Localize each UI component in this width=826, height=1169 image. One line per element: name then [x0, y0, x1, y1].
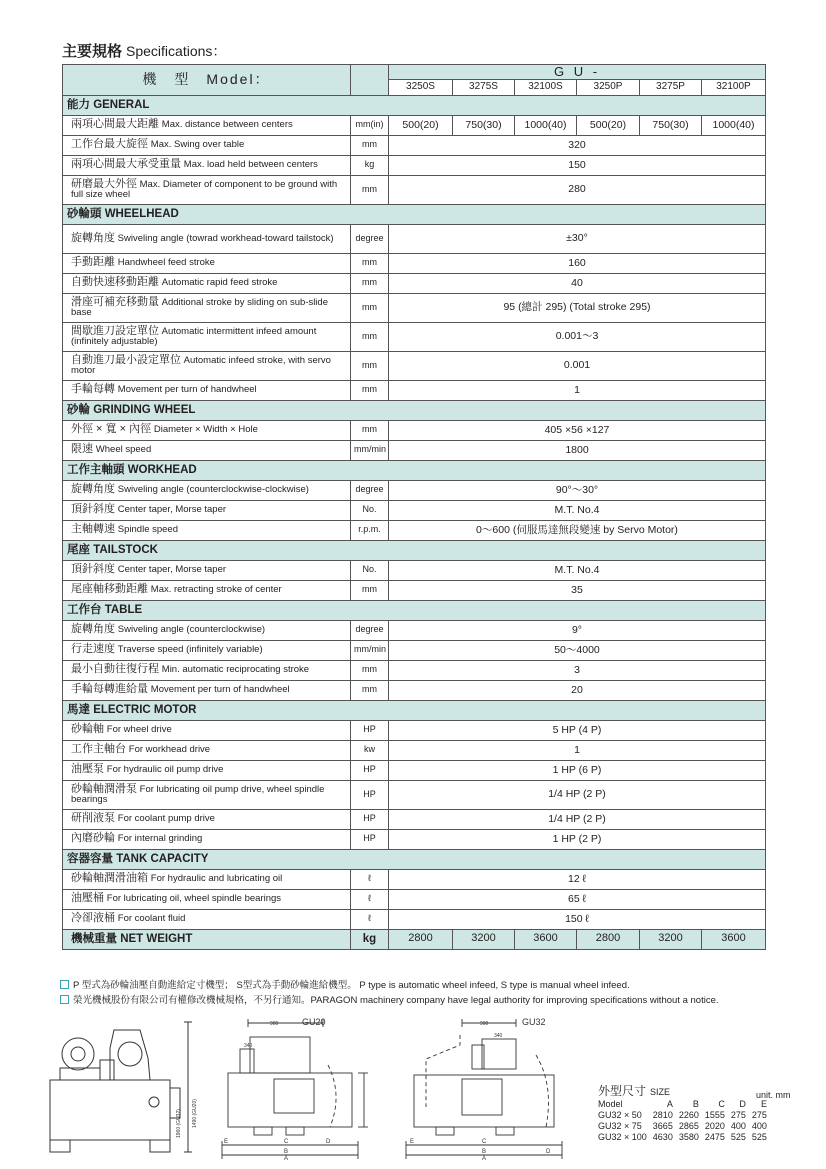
section-header	[63, 400, 766, 420]
spec-value: 65 ℓ	[389, 889, 766, 909]
spec-label	[63, 293, 351, 322]
spec-row	[63, 720, 766, 740]
spec-label-en: Max. distance between centers	[161, 119, 293, 131]
spec-label-zh: 自動快速移動距離	[71, 276, 159, 289]
spec-row	[63, 809, 766, 829]
spec-label	[63, 480, 351, 500]
spec-unit: mm	[351, 175, 389, 204]
spec-unit: No.	[351, 500, 389, 520]
spec-label-zh: 自動進刀最小設定單位	[71, 353, 181, 366]
spec-unit: ℓ	[351, 889, 389, 909]
spec-unit: degree	[351, 224, 389, 253]
spec-unit: r.p.m.	[351, 520, 389, 540]
size-column-header: A	[666, 1099, 673, 1109]
size-unit: unit. mm	[756, 1090, 791, 1100]
model-column-header: 32100S	[515, 79, 577, 95]
net-weight-value: 2800	[577, 929, 640, 949]
spec-label	[63, 115, 351, 135]
spec-unit: ℓ	[351, 909, 389, 929]
spec-label	[63, 829, 351, 849]
gu20-plan-drawing	[218, 1015, 378, 1160]
spec-value: 90°～30°	[389, 480, 766, 500]
spec-value: 405 ×56 ×127	[389, 420, 766, 440]
spec-label-zh: 內磨砂輪	[71, 832, 115, 845]
spec-label-en: For lubricating oil, wheel spindle bearings	[106, 893, 282, 905]
spec-value: 750(30)	[453, 115, 515, 135]
net-weight-unit: kg	[351, 929, 389, 949]
spec-label	[63, 660, 351, 680]
spec-row	[63, 115, 766, 135]
gu32-dim-e: E	[410, 1139, 415, 1145]
gu20-dim-a: A	[284, 1156, 289, 1160]
size-row	[598, 1121, 770, 1132]
size-cell: 2865	[678, 1121, 699, 1131]
spec-label-en: Movement per turn of handwheel	[150, 684, 290, 696]
side-view-drawing	[30, 1018, 200, 1158]
side-dim-label: 1490 (GU20)	[192, 1099, 198, 1128]
size-cell: GU32 × 100	[598, 1132, 647, 1142]
model-column-header: 3275P	[640, 79, 702, 95]
section-header	[63, 600, 766, 620]
spec-row	[63, 253, 766, 273]
spec-value: 150	[389, 155, 766, 175]
spec-label-en: Diameter × Width × Hole	[153, 424, 258, 436]
spec-row	[63, 660, 766, 680]
spec-label	[63, 322, 351, 351]
section-title: 尾座 TAILSTOCK	[63, 540, 766, 560]
gu32-plan-drawing	[396, 1015, 576, 1160]
spec-label-en: Additional stroke by sliding on sub-slide base	[71, 296, 328, 319]
size-cell: 4630	[652, 1132, 673, 1142]
size-cell: GU32 × 50	[598, 1110, 642, 1120]
gu32-dim-900: 900	[480, 1021, 489, 1027]
spec-value: 320	[389, 135, 766, 155]
spec-label-zh: 冷卻液桶	[71, 912, 115, 925]
spec-label	[63, 909, 351, 929]
spec-label-en: Automatic intermittent infeed amount (infinitely adjustable)	[71, 325, 317, 348]
spec-unit: mm	[351, 420, 389, 440]
spec-label	[63, 440, 351, 460]
gu20-dim-b: B	[284, 1149, 289, 1155]
spec-label-zh: 兩項心間最大承受重量	[71, 158, 181, 171]
title-zh: 主要規格	[62, 43, 123, 60]
note-2: 榮光機械股份有限公司有權修改機械規格，不另行通知。PARAGON machinery company have legal authority for improving specifications without a notice.	[60, 993, 719, 1008]
spec-label	[63, 420, 351, 440]
net-weight-label: 機械重量 NET WEIGHT	[63, 929, 351, 949]
title-en: Specifications：	[126, 43, 227, 59]
spec-unit: degree	[351, 620, 389, 640]
gu32-dim-a: A	[482, 1156, 487, 1160]
size-column-header: Model	[598, 1099, 623, 1109]
spec-label	[63, 889, 351, 909]
gu20-dim-d: D	[326, 1139, 331, 1145]
spec-label-en: Min. automatic reciprocating stroke	[161, 664, 310, 676]
spec-value: 500(20)	[389, 115, 453, 135]
spec-label	[63, 155, 351, 175]
spec-unit: HP	[351, 809, 389, 829]
spec-unit: mm	[351, 322, 389, 351]
size-cell: 2020	[704, 1121, 725, 1131]
gu32-dim-d: D	[546, 1149, 551, 1155]
size-title: 外型尺寸 SIZE	[598, 1084, 671, 1098]
size-block	[598, 1082, 770, 1143]
size-cell: 1555	[704, 1110, 725, 1120]
spec-row	[63, 175, 766, 204]
spec-unit: mm/min	[351, 440, 389, 460]
spec-row	[63, 351, 766, 380]
spec-label-zh: 研磨最大外徑	[71, 177, 137, 190]
spec-row	[63, 520, 766, 540]
spec-unit: ℓ	[351, 869, 389, 889]
spec-label-en: Center taper, Morse taper	[117, 564, 227, 576]
spec-label-en: Automatic infeed stroke, with servo motor	[71, 354, 331, 377]
gu20-dim-900: 900	[270, 1021, 279, 1027]
spec-label-zh: 手輪每轉	[71, 383, 115, 396]
net-weight-row	[63, 929, 766, 949]
spec-label	[63, 380, 351, 400]
square-bullet-icon	[60, 995, 69, 1004]
size-cell: 275	[730, 1110, 746, 1120]
spec-row	[63, 580, 766, 600]
gu32-dim-340: 340	[494, 1033, 503, 1039]
spec-label-zh: 間歇進刀設定單位	[71, 324, 159, 337]
spec-unit: mm(in)	[351, 115, 389, 135]
spec-row	[63, 869, 766, 889]
spec-value: 500(20)	[577, 115, 640, 135]
series-header: G U -	[389, 65, 766, 80]
spec-row	[63, 293, 766, 322]
spec-label	[63, 253, 351, 273]
spec-value: 0.001～3	[389, 322, 766, 351]
spec-value: 280	[389, 175, 766, 204]
spec-label-zh: 油壓桶	[71, 892, 104, 905]
spec-label-en: Traverse speed (infinitely variable)	[117, 644, 263, 656]
section-title: 工作台 TABLE	[63, 600, 766, 620]
size-column-header: B	[692, 1099, 699, 1109]
spec-label	[63, 620, 351, 640]
spec-label	[63, 500, 351, 520]
spec-value: 160	[389, 253, 766, 273]
spec-label-zh: 工作台最大旋徑	[71, 138, 148, 151]
size-cell: 275	[751, 1110, 767, 1120]
spec-label	[63, 640, 351, 660]
spec-row	[63, 889, 766, 909]
gu20-dim-340: 340	[244, 1043, 253, 1049]
spec-label	[63, 560, 351, 580]
spec-value: 9°	[389, 620, 766, 640]
section-header	[63, 460, 766, 480]
spec-label	[63, 175, 351, 204]
spec-label-zh: 行走速度	[71, 643, 115, 656]
spec-row	[63, 909, 766, 929]
section-title: 能力 GENERAL	[63, 95, 766, 115]
spec-value: 1 HP (2 P)	[389, 829, 766, 849]
spec-label-en: Spindle speed	[117, 524, 178, 536]
square-bullet-icon	[60, 980, 69, 989]
spec-value: 1800	[389, 440, 766, 460]
spec-label	[63, 273, 351, 293]
net-weight-value: 3200	[640, 929, 702, 949]
spec-row	[63, 440, 766, 460]
spec-value: 35	[389, 580, 766, 600]
spec-value: 1/4 HP (2 P)	[389, 809, 766, 829]
spec-value: M.T. No.4	[389, 500, 766, 520]
spec-label	[63, 720, 351, 740]
spec-row	[63, 224, 766, 253]
spec-label	[63, 580, 351, 600]
spec-label-zh: 頂針斜度	[71, 563, 115, 576]
gu20-label: GU20	[302, 1017, 326, 1027]
spec-value: 1000(40)	[702, 115, 766, 135]
size-cell: 3665	[652, 1121, 673, 1131]
spec-unit: mm	[351, 135, 389, 155]
spec-label	[63, 809, 351, 829]
spec-unit: mm	[351, 680, 389, 700]
spec-label	[63, 740, 351, 760]
spec-unit: degree	[351, 480, 389, 500]
spec-unit: mm	[351, 380, 389, 400]
spec-label	[63, 760, 351, 780]
model-column-header: 3250S	[389, 79, 453, 95]
spec-unit: HP	[351, 720, 389, 740]
unit-header	[351, 65, 389, 96]
spec-unit: mm	[351, 253, 389, 273]
spec-label-en: For hydraulic and lubricating oil	[150, 873, 283, 885]
spec-label-zh: 頂針斜度	[71, 503, 115, 516]
spec-unit: mm	[351, 660, 389, 680]
gu32-dim-b: B	[482, 1149, 487, 1155]
spec-label	[63, 224, 351, 253]
spec-value: 150 ℓ	[389, 909, 766, 929]
spec-label-en: For lubricating oil pump drive, wheel spindle bearings	[71, 783, 325, 806]
size-column-header: E	[760, 1099, 767, 1109]
spec-unit: HP	[351, 829, 389, 849]
spec-label-zh: 砂輪軸潤滑泵	[71, 782, 137, 795]
notes	[60, 978, 719, 1008]
spec-label-zh: 外徑 × 寬 × 內徑	[71, 423, 152, 436]
gu20-dim-c: C	[284, 1139, 289, 1145]
size-table	[598, 1099, 770, 1143]
size-column-header: D	[739, 1099, 746, 1109]
net-weight-value: 3600	[515, 929, 577, 949]
section-header	[63, 700, 766, 720]
spec-row	[63, 780, 766, 809]
model-column-header: 32100P	[702, 79, 766, 95]
size-cell: 2810	[652, 1110, 673, 1120]
spec-unit: mm	[351, 351, 389, 380]
spec-label	[63, 780, 351, 809]
spec-row	[63, 829, 766, 849]
spec-label-en: Automatic rapid feed stroke	[161, 277, 278, 289]
spec-value: 1	[389, 740, 766, 760]
spec-value: 12 ℓ	[389, 869, 766, 889]
section-header	[63, 849, 766, 869]
spec-label-en: For coolant pump drive	[117, 813, 215, 825]
spec-label-zh: 兩項心間最大距離	[71, 118, 159, 131]
spec-label	[63, 680, 351, 700]
spec-row	[63, 740, 766, 760]
spec-label-en: Movement per turn of handwheel	[117, 384, 257, 396]
spec-label-zh: 手輪每轉進給量	[71, 683, 148, 696]
spec-label-en: Wheel speed	[95, 444, 152, 456]
size-cell: 2260	[678, 1110, 699, 1120]
spec-value: 1	[389, 380, 766, 400]
spec-label-zh: 主軸轉速	[71, 523, 115, 536]
page-title	[62, 40, 226, 61]
note-1: P 型式為砂輪油壓自動進給定寸機型； S型式為手動砂輪進給機型。 P type is automatic wheel infeed, S type is manual wheel infeed.	[60, 978, 719, 993]
spec-row	[63, 380, 766, 400]
spec-row	[63, 500, 766, 520]
spec-value: 1 HP (6 P)	[389, 760, 766, 780]
spec-unit: HP	[351, 780, 389, 809]
spec-label-zh: 工作主軸台	[71, 743, 126, 756]
size-row	[598, 1132, 770, 1143]
model-column-header: 3275S	[453, 79, 515, 95]
spec-label-zh: 最小自動往復行程	[71, 663, 159, 676]
section-title: 砂輪頭 WHEELHEAD	[63, 204, 766, 224]
spec-label-zh: 滑座可補充移動量	[71, 295, 159, 308]
spec-value: ±30°	[389, 224, 766, 253]
spec-value: 50～4000	[389, 640, 766, 660]
spec-row	[63, 273, 766, 293]
spec-value: M.T. No.4	[389, 560, 766, 580]
spec-row	[63, 420, 766, 440]
spec-label-en: Max. retracting stroke of center	[150, 584, 282, 596]
section-header	[63, 204, 766, 224]
spec-value: 95 (總計 295) (Total stroke 295)	[389, 293, 766, 322]
spec-value: 1/4 HP (2 P)	[389, 780, 766, 809]
spec-label-en: Swiveling angle (counterclockwise-clockwise)	[117, 484, 309, 496]
model-column-header: 3250P	[577, 79, 640, 95]
gu32-label: GU32	[522, 1017, 546, 1027]
spec-label-en: Max. load held between centers	[183, 159, 318, 171]
spec-row	[63, 640, 766, 660]
spec-label-en: Max. Diameter of component to be ground with full size wheel	[71, 178, 338, 201]
gu32-dim-c: C	[482, 1139, 487, 1145]
size-cell: 3580	[678, 1132, 699, 1142]
spec-value: 40	[389, 273, 766, 293]
spec-unit: mm	[351, 580, 389, 600]
size-cell: GU32 × 75	[598, 1121, 642, 1131]
spec-label-zh: 砂輪軸	[71, 723, 104, 736]
size-cell: 400	[751, 1121, 767, 1131]
spec-label-en: Swiveling angle (counterclockwise)	[117, 624, 266, 636]
side-dim-label: 1960 (GU32)	[176, 1109, 182, 1138]
spec-label-zh: 油壓泵	[71, 763, 104, 776]
spec-row	[63, 480, 766, 500]
spec-value: 5 HP (4 P)	[389, 720, 766, 740]
spec-label-zh: 手動距離	[71, 256, 115, 269]
spec-label-en: Center taper, Morse taper	[117, 504, 227, 516]
spec-row	[63, 155, 766, 175]
spec-unit: kg	[351, 155, 389, 175]
net-weight-value: 3200	[453, 929, 515, 949]
spec-label-zh: 限速	[71, 443, 93, 456]
spec-label-en: Swiveling angle (towrad workhead-toward tailstock)	[117, 232, 334, 244]
spec-row	[63, 135, 766, 155]
spec-value: 20	[389, 680, 766, 700]
spec-unit: mm	[351, 293, 389, 322]
section-title: 砂輪 GRINDING WHEEL	[63, 400, 766, 420]
net-weight-value: 2800	[389, 929, 453, 949]
gu20-dim-e: E	[224, 1139, 229, 1145]
section-header	[63, 540, 766, 560]
size-row	[598, 1110, 770, 1121]
size-cell: 400	[730, 1121, 746, 1131]
spec-unit: HP	[351, 760, 389, 780]
spec-label-en: For internal grinding	[117, 833, 203, 845]
spec-unit: mm	[351, 273, 389, 293]
spec-value: 1000(40)	[515, 115, 577, 135]
spec-label-zh: 旋轉角度	[71, 623, 115, 636]
size-cell: 525	[730, 1132, 746, 1142]
spec-label-en: For workhead drive	[128, 744, 211, 756]
section-header	[63, 95, 766, 115]
spec-value: 3	[389, 660, 766, 680]
spec-label-zh: 砂輪軸潤滑油箱	[71, 872, 148, 885]
spec-row	[63, 560, 766, 580]
model-header: 機 型 Model：	[63, 65, 351, 96]
spec-label	[63, 351, 351, 380]
spec-label-zh: 研削液泵	[71, 812, 115, 825]
spec-value: 0.001	[389, 351, 766, 380]
spec-label-zh: 旋轉角度	[71, 231, 115, 244]
spec-unit: mm/min	[351, 640, 389, 660]
spec-label-en: For coolant fluid	[117, 913, 186, 925]
spec-row	[63, 680, 766, 700]
spec-unit: No.	[351, 560, 389, 580]
spec-label	[63, 520, 351, 540]
spec-label-en: Handwheel feed stroke	[117, 257, 215, 269]
spec-value: 750(30)	[640, 115, 702, 135]
spec-label-zh: 旋轉角度	[71, 483, 115, 496]
spec-row	[63, 760, 766, 780]
spec-label	[63, 135, 351, 155]
spec-unit: kw	[351, 740, 389, 760]
spec-row	[63, 322, 766, 351]
spec-label-en: For wheel drive	[106, 724, 172, 736]
size-header-row	[598, 1099, 770, 1110]
spec-value: 0～600 (伺服馬達無段變速 by Servo Motor)	[389, 520, 766, 540]
section-title: 容器容量 TANK CAPACITY	[63, 849, 766, 869]
spec-label-zh: 尾座軸移動距離	[71, 583, 148, 596]
spec-label	[63, 869, 351, 889]
spec-label-en: For hydraulic oil pump drive	[106, 764, 224, 776]
size-column-header: C	[718, 1099, 725, 1109]
spec-row	[63, 620, 766, 640]
section-title: 工作主軸頭 WORKHEAD	[63, 460, 766, 480]
size-cell: 525	[751, 1132, 767, 1142]
size-cell: 2475	[704, 1132, 725, 1142]
section-title: 馬達 ELECTRIC MOTOR	[63, 700, 766, 720]
net-weight-value: 3600	[702, 929, 766, 949]
spec-label-en: Max. Swing over table	[150, 139, 245, 151]
spec-table	[62, 64, 766, 950]
